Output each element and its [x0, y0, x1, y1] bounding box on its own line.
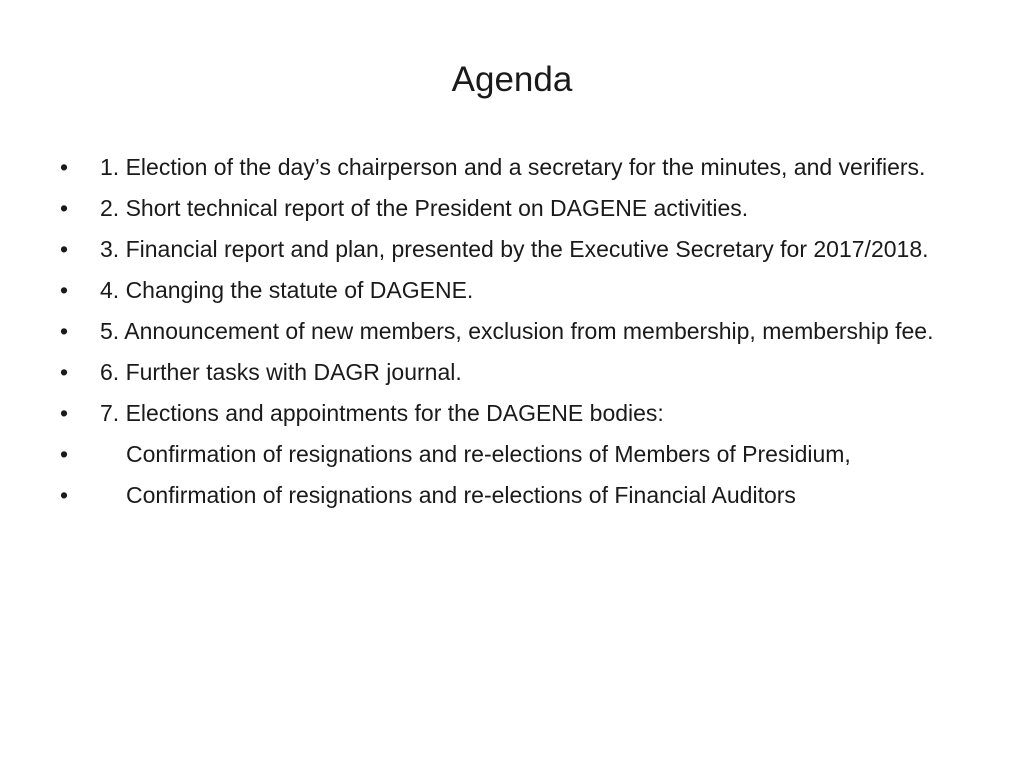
agenda-subitem-auditors	[60, 478, 980, 512]
agenda-item-text: 1. Election of the day’s chairperson and a secretary for the minutes, and verifiers.	[100, 154, 926, 180]
bullet-icon: •	[60, 154, 69, 180]
agenda-item-1	[60, 150, 980, 184]
agenda-item-text: 2. Short technical report of the President on DAGENE activities.	[100, 195, 749, 221]
bullet-icon: •	[60, 318, 69, 344]
agenda-item-5	[60, 314, 980, 348]
agenda-list	[60, 150, 980, 519]
agenda-item-6	[60, 355, 980, 389]
agenda-item-text: 3. Financial report and plan, presented by the Executive Secretary for 2017/2018.	[100, 236, 929, 262]
bullet-icon: •	[60, 195, 69, 221]
bullet-icon: •	[60, 236, 69, 262]
agenda-item-7	[60, 396, 980, 430]
agenda-item-text: Confirmation of resignations and re-elections of Financial Auditors	[126, 482, 796, 508]
bullet-icon: •	[60, 482, 69, 508]
agenda-item-text: 6. Further tasks with DAGR journal.	[100, 359, 462, 385]
slide-title: Agenda	[451, 60, 573, 99]
agenda-item-4	[60, 273, 980, 307]
agenda-item-2	[60, 191, 980, 225]
agenda-item-text: 4. Changing the statute of DAGENE.	[100, 277, 474, 303]
agenda-item-text: 7. Elections and appointments for the DAGENE bodies:	[100, 400, 664, 426]
agenda-item-text: Confirmation of resignations and re-elections of Members of Presidium,	[126, 441, 851, 467]
bullet-icon: •	[60, 277, 69, 303]
bullet-icon: •	[60, 359, 69, 385]
agenda-item-3	[60, 232, 980, 266]
bullet-icon: •	[60, 441, 69, 467]
agenda-item-text: 5. Announcement of new members, exclusion from membership, membership fee.	[100, 318, 934, 344]
agenda-subitem-presidium	[60, 437, 980, 471]
bullet-icon: •	[60, 400, 69, 426]
